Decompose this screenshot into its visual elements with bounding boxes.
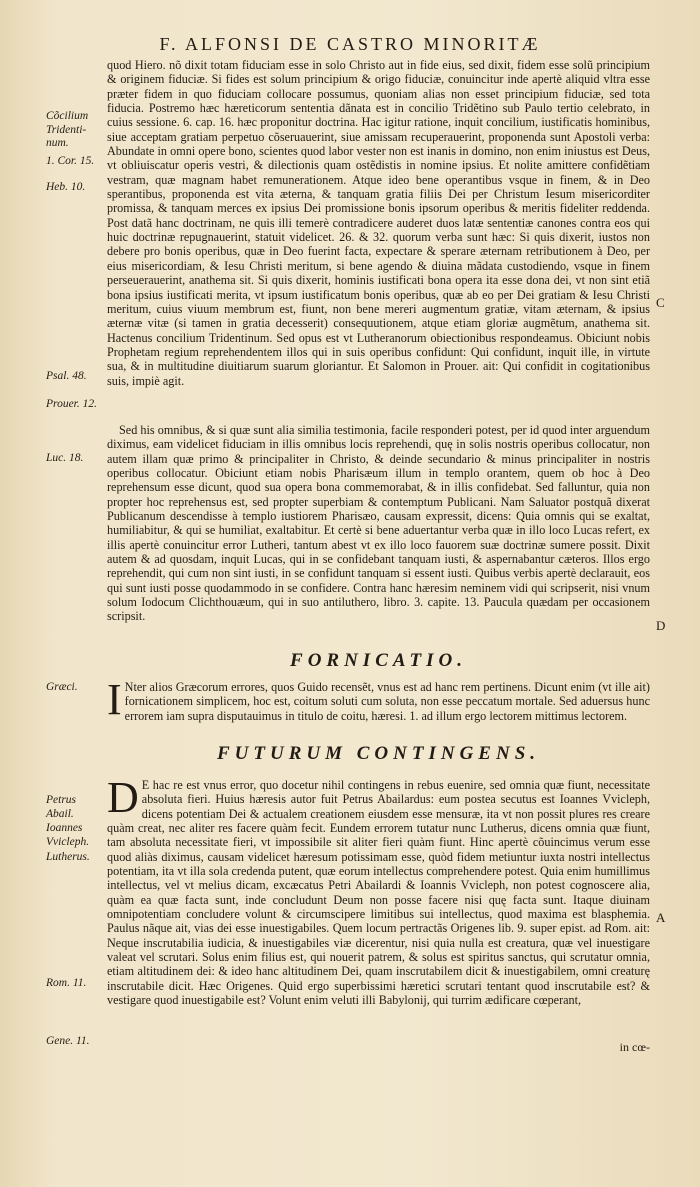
margin-note-prou: Prouer. 12. — [46, 398, 98, 410]
paragraph-text: E hac re est vnus error, quo docetur nihil contingens in rebus euenire, sed omnia quæ fiunt, necessitate absoluta fieri. Huius hæresis autor fuit Petrus Abailardus: eum postea secutus est Ioannes Vvicleph, dicens potentiam Dei & actualem creationem eiusdem esse mensuræ, ita vt non possit plures res creare quàm creat, nec aliter res facere quàm fecit. Eundem errorem tutatur nunc Lutherus, dicens omnia quæ fiunt, tam absoluta necessitate fieri, vt impossibile sit aliter fieri quàm fiunt. Hinc apertè cõuincimus verum esse quod aliàs diximus, causam videlicet hæresum potissimam esse, quòd fidem metiuntur iuxta nostri intellectus potentiam, ita vt illa sola credenda putent, quæ eorum intellectus comprehendere potest. Quia enim humillimus intellectus, vel vt melius dicam, excæcatus Petri Abailardi & Ioannis Vvicleph, non potest cognoscere alia, quàm ea quæ facta sunt, inde concludunt Deum non posse facere nisi quę facta sunt. Itaque diuinam omnipotentiam concludere volunt & circumscipere limitibus sui intellectus, quod maxima est blasphemia. Paulus nãque ait, vias dei esse inuestigabiles. Quem locum pertractãs Origenes lib. 9. super epist. ad Rom. ait: Neque inscrutabilia iudicia, & inuestigabiles viæ dicerentur, nisi quia nulla est creatura, quæ vel inuestigare valeat vel scrutari. Solus enim filius est, qui nouerit patrem, & solus est spiritus sanctus, qui scrutatur omnia, etiam altitudinem dei: & ideo hanc altitudinem Dei, quam inscrutabilem dicit & inuestigabilem, omni creaturę inscrutabile dicit. Hæc Origenes. Quid ergo superbissimi hæretici scrutari tentant quod inscrutabile est? & vestigare quod inuestigabile est? Volunt enim veluti illi Babylonij, qui turrim ædificare cœperant, — [107, 778, 650, 1008]
margin-note-ioannes: Ioannes Vvicleph. — [46, 822, 90, 848]
margin-note-graeci: Græci. — [46, 681, 78, 693]
margin-letter-d: D — [656, 618, 666, 633]
margin-note-luc: Luc. 18. — [46, 452, 84, 464]
section-title-futurum-contingens: FUTURUM CONTINGENS. — [216, 743, 541, 764]
margin-letter-a: A — [656, 910, 666, 925]
paragraph-text: quod Hiero. nõ dixit totam fiduciam esse in solo Christo aut in fide eius, sed dixit, fidem esse solũ principium & originem fiduciæ. Si fides est solum principium & origo fiduciæ, conuincitur inde apertè aliquid vltra esse præter fidem in quo fiduciam collocare possumus, quoniam alias non esset principium fiduciæ, sed tota fiducia. Postremo hæc hæreticorum sententia dãnata est in concilio Tridẽtino sub Paulo tertio celebrato, in cuius sessione. 6. cap. 16. hæc proponitur doctrina. Hac igitur ratione, inquit concilium, iustificatis hominibus, siue acceptam gratiam perpetuo cõseruauerint, siue amissam recuperauerint, proponenda sunt Apostoli verba: Abundate in omni opere bono, scientes quod labor vester non est inanis in domino, non enim iniustus est Deus, vt obliuiscatur operis vestri, & dilectionis quam ostẽdistis in nomine ipsius. Et nolite amittere confidẽtiam vestram, quæ magnam habet remunerationem. Atque ideo bene operantibus vsque in finem, & in Deo sperantibus, proponenda est vita æterna, & tanquam gratia filiis Dei per Christum Iesum misericorditer promissa, & tanquam merces ex ipsius Dei promissione bonis ipsorum operibus & meritis fideliter reddenda. Post datã hanc doctrinam, ne quis illi temerè contradicere auderet duos latæ sententiæ canones contra eos qui huic doctrinæ repugnauerint, statuit videlicet. 26. & 32. quorum verba sunt hæc: Si quis dixerit, iustos non debere pro bonis operibus, quæ in Deo fuerint facta, expectare & sperare æternam retributionem à Deo, per eius misericordiam, & Iesu Christi meritum, si bene agendo & diuina mãdata custodiendo, vsque in finem perseuerauerint, anathema sit. Si quis dixerit, hominis iustificati bona opera ita esse dona dei, vt non sint etiã bona ipsius iustificati merita, vt ipsum iustificatum bonis operibus, quæ ab eo per Dei gratiam & Iesu Christi meritum, cuius viuum membrum est, fiunt, non bene mereri augmentum gratiæ, vitam æternam, & ipsius æternæ vitæ (si tamen in gratia decesserit) consequutionem, atque etiam gloriæ augmẽtum, anathema sit. Hactenus concilium Tridentinum. Sed opus est vt Lutheranorum obiectionibus respondeamus. Obiciunt nobis Prophetam regium reprehendentem illos qui in suis operibus confidunt: Qui confidunt, inquit ille, in virtute sua, & in multitudine diuitiarum suarum gloriantur. Et Salomon in Prouer. ait: Qui confidit in cogitationibus suis, impiè agit. — [107, 58, 650, 388]
paragraph-text: Nter alios Græcorum errores, quos Guido recensẽt, vnus est ad hanc rem pertinens. Dicunt enim (vt ille ait) fornicationem simplicem, hoc est, coitum soluti cum soluta, non esse peccatum mortale. Sed aduersus hunc errorem iam supra disputauimus in titulo de coitu, hæresi. 1. ad illum ergo lectorem mittimus lectorem. — [124, 680, 650, 723]
margin-note-gene: Gene. 11. — [46, 1035, 90, 1047]
margin-note-psal: Psal. 48. — [46, 370, 87, 382]
margin-note-lutherus: Lutherus. — [46, 851, 90, 863]
drop-cap: D — [107, 773, 139, 822]
margin-note-petrus: Petrus Abail. — [46, 794, 77, 820]
margin-letter-c: C — [656, 295, 665, 310]
paragraph-text: Sed his omnibus, & si quæ sunt alia similia testimonia, facile responderi potest, per id quod inter arguendum diximus, eam videlicet fiduciam in illis omnibus locis reprehendi, quę in solis nostris operibus collocatur, non autem illam quæ primo & principaliter in Christo, & deinde secundario & minus principaliter in nostris operibus collocatur. Obiciunt etiam nobis Pharisæum illum in templo orantem, quem ob hoc à Deo reprehensum esse dicunt, quod sua opera bona commemorabat, & in illis confidebat. Sed falluntur, quia non propter hoc reprehensus est, sed propter superbiam & contemptum Publicani. Nam Saluator postquã dixerat Publicanum descendisse à templo iustiorem Pharisæo, causam expressit, dicens: Quia omnis qui se exaltat, humiliabitur, & qui se humiliat, exaltabitur. Et certè si bene aduertantur verba quæ in illo loco Lucas refert, ex illis apertè conuincitur error Lutheri, tantum abest vt ex illo loco fauorem suæ doctrinæ sumere possit. Dixit autem & ad quosdam, inquit Lucas, qui in se confidebant tanquam iusti, & aspernabantur cæteros. Illos ergo reprehendit, qui cum non sint iusti, in se confidunt tanquam si essent iusti. Quibus verbis apertè declarauit, eos qui sunt iusti posse quodammodo in se confidere. Contra hanc hæresim neminem vidi qui scripserit, nisi vnum solum Iodocum Clichthouæum, qui in suo antiluthero, libro. 3. capite. 13. Paucula quædam per occasionem scripsit. — [107, 423, 650, 624]
section-body-futurum-contingens — [107, 773, 650, 1008]
margin-note-concilium: Cõcilium Tridenti-num. — [46, 110, 89, 149]
paragraph-responsio — [107, 423, 650, 624]
section-title-fornicatio: FORNICATIO. — [290, 650, 467, 671]
margin-note-heb: Heb. 10. — [46, 181, 86, 193]
margin-note-cor: 1. Cor. 15. — [46, 155, 95, 167]
section-body-fornicatio — [107, 675, 650, 724]
catchword: in cœ- — [619, 1040, 650, 1054]
paragraph-concilium — [107, 58, 650, 388]
running-header: F. ALFONSI DE CASTRO MINORITÆ — [159, 34, 541, 54]
drop-cap: I — [107, 675, 122, 724]
margin-note-rom: Rom. 11. — [46, 977, 87, 989]
